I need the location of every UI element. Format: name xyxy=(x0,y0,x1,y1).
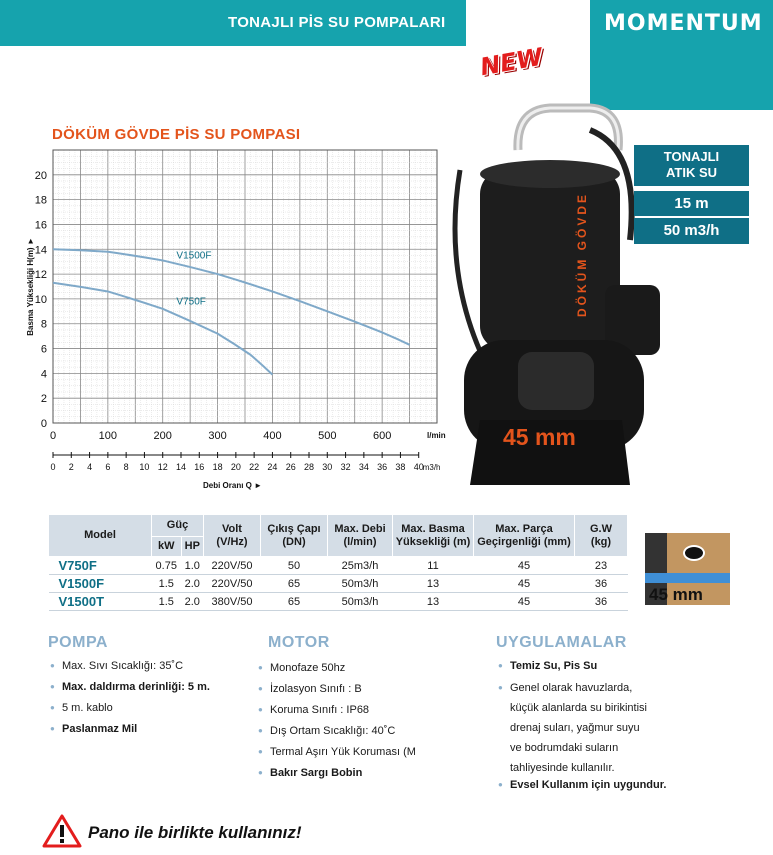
cell-particle: 45 xyxy=(474,575,575,593)
th-outlet-l1: Çıkış Çapı xyxy=(267,522,321,535)
hole-particle xyxy=(683,545,705,561)
cell-kw: 1.5 xyxy=(152,593,182,611)
cell-head: 11 xyxy=(393,557,474,575)
x-tick-bottom-label: 30 xyxy=(322,462,333,472)
hole-water xyxy=(645,573,730,583)
cell-model: V1500T xyxy=(49,593,152,611)
th-outlet xyxy=(261,515,328,557)
x-tick-bottom-label: 4 xyxy=(87,462,93,472)
uygulama-line-4: ve bodrumdaki suların xyxy=(510,742,619,754)
x-axis-label: Debi Oranı Q ► xyxy=(203,481,263,490)
list-item: ● Termal Aşırı Yük Koruması (M xyxy=(258,745,416,766)
th-head-l2: Yüksekliği (m) xyxy=(395,535,471,548)
uygulamalar-list xyxy=(498,659,666,799)
th-volt xyxy=(204,515,261,557)
y-tick-label: 16 xyxy=(34,219,47,232)
pump-top xyxy=(480,160,620,188)
x-tick-bottom-label: 32 xyxy=(340,462,351,472)
x-tick-bottom-label: 24 xyxy=(267,462,278,472)
cell-outlet: 50 xyxy=(261,557,328,575)
cell-model: V1500F xyxy=(49,575,152,593)
th-volt-l1: Volt xyxy=(222,522,242,535)
th-flow-l2: (l/min) xyxy=(343,535,377,548)
uygulamalar-title: UYGULAMALAR xyxy=(496,634,627,651)
cell-volt: 220V/50 xyxy=(204,575,261,593)
motor-title: MOTOR xyxy=(268,634,330,651)
spec-badge-type-line1: TONAJLI xyxy=(663,149,720,164)
cell-head: 13 xyxy=(393,593,474,611)
th-gw-l2: (kg) xyxy=(590,535,612,548)
x-tick-bottom-label: 16 xyxy=(194,462,205,472)
pompa-list xyxy=(50,659,210,743)
list-item: ● Paslanmaz Mil xyxy=(50,722,210,743)
th-model: Model xyxy=(49,515,152,557)
pompa-title: POMPA xyxy=(48,634,108,651)
th-particle xyxy=(474,515,575,557)
cell-hp: 2.0 xyxy=(181,575,203,593)
cell-flow: 50m3/h xyxy=(328,575,393,593)
cell-gw: 23 xyxy=(575,557,628,575)
uygulama-item-3: ● Evsel Kullanım için uygundur. xyxy=(498,778,666,799)
x-tick-top-label: 100 xyxy=(98,430,118,442)
y-tick-label: 8 xyxy=(40,318,47,331)
x-tick-top-label: 600 xyxy=(372,430,392,442)
x-tick-top-label: 500 xyxy=(318,430,337,442)
x-tick-bottom-label: 8 xyxy=(123,462,129,472)
th-outlet-l2: (DN) xyxy=(282,535,306,548)
list-item: ● 5 m. kablo xyxy=(50,701,210,722)
pump-float-switch xyxy=(518,352,594,410)
warning-icon xyxy=(42,814,82,848)
pump-vertical-text: DÖKÜM GÖVDE xyxy=(575,192,589,318)
y-tick-label: 6 xyxy=(40,343,47,356)
x-tick-bottom-label: 2 xyxy=(68,462,74,472)
hole-size-label: 45 mm xyxy=(649,585,703,604)
table-row xyxy=(49,575,628,593)
th-particle-l2: Geçirgenliği (mm) xyxy=(477,535,571,548)
cell-head: 13 xyxy=(393,575,474,593)
series-line-v1500f xyxy=(53,249,410,345)
uygulama-line-5: tahliyesinde kullanılır. xyxy=(510,762,615,774)
cell-kw: 1.5 xyxy=(152,575,182,593)
warning-text: Pano ile birlikte kullanınız! xyxy=(88,823,302,842)
y-tick-label: 18 xyxy=(34,194,47,207)
pump-size-label: 45 mm xyxy=(503,424,576,450)
uygulama-line-3: drenaj suları, yağmur suyu xyxy=(510,722,640,734)
table-row xyxy=(49,593,628,611)
list-item: ● İzolasyon Sınıfı : B xyxy=(258,682,416,703)
x-unit-bottom: m3/h xyxy=(422,463,441,472)
cell-hp: 2.0 xyxy=(181,593,203,611)
th-volt-l2: (V/Hz) xyxy=(216,535,248,548)
motor-list xyxy=(258,661,416,787)
y-tick-label: 12 xyxy=(34,269,47,282)
spec-badge-flow: 50 m3/h xyxy=(634,218,749,244)
x-tick-bottom-label: 26 xyxy=(285,462,296,472)
list-item: ● Dış Ortam Sıcaklığı: 40˚C xyxy=(258,724,416,745)
x-tick-top-label: 0 xyxy=(49,430,57,442)
cell-model: V750F xyxy=(49,557,152,575)
cell-particle: 45 xyxy=(474,593,575,611)
th-head xyxy=(393,515,474,557)
y-tick-label: 10 xyxy=(34,293,47,306)
list-item: ● Max. daldırma derinliği: 5 m. xyxy=(50,680,210,701)
list-item: ● Koruma Sınıfı : IP68 xyxy=(258,703,416,724)
x-tick-top-label: 200 xyxy=(153,430,172,442)
y-tick-label: 2 xyxy=(40,393,47,406)
cell-flow: 50m3/h xyxy=(328,593,393,611)
x-unit-top: l/min xyxy=(427,431,446,440)
uygulama-item-2 xyxy=(498,678,666,778)
spec-badge-type xyxy=(634,145,749,186)
cell-gw: 36 xyxy=(575,575,628,593)
y-tick-label: 0 xyxy=(40,418,47,430)
x-tick-top-label: 400 xyxy=(263,430,282,442)
y-tick-label: 20 xyxy=(34,169,47,182)
th-head-l1: Max. Basma xyxy=(401,522,465,535)
cell-volt: 380V/50 xyxy=(204,593,261,611)
brand-logo: MOMENTUM xyxy=(604,11,763,36)
cell-particle: 45 xyxy=(474,557,575,575)
th-gw xyxy=(575,515,628,557)
x-tick-bottom-label: 22 xyxy=(249,462,260,472)
new-badge: NEW xyxy=(478,42,545,82)
spec-badge-type-line2: ATIK SU xyxy=(665,165,718,180)
cell-outlet: 65 xyxy=(261,575,328,593)
x-tick-bottom-label: 36 xyxy=(377,462,388,472)
x-tick-bottom-label: 20 xyxy=(230,462,241,472)
uygulama-line-1: ● Genel olarak havuzlarda, xyxy=(510,682,633,694)
x-tick-bottom-label: 12 xyxy=(157,462,168,472)
spec-badge-head: 15 m xyxy=(634,191,749,216)
cell-hp: 1.0 xyxy=(181,557,203,575)
x-tick-bottom-label: 6 xyxy=(105,462,111,472)
pump-motor-body xyxy=(480,170,620,350)
x-tick-bottom-label: 34 xyxy=(358,462,369,472)
th-flow-l1: Max. Debi xyxy=(334,522,386,535)
list-item: ● Bakır Sargı Bobin xyxy=(258,766,416,787)
th-power: Güç xyxy=(152,515,204,537)
cell-outlet: 65 xyxy=(261,593,328,611)
cell-volt: 220V/50 xyxy=(204,557,261,575)
series-label-v750f: V750F xyxy=(176,296,206,308)
cell-kw: 0.75 xyxy=(152,557,182,575)
x-tick-bottom-label: 38 xyxy=(395,462,406,472)
uygulama-item-1: ● Temiz Su, Pis Su xyxy=(498,659,666,680)
th-hp: HP xyxy=(181,537,203,557)
series-label-v1500f: V1500F xyxy=(176,250,212,262)
chart-title: DÖKÜM GÖVDE PİS SU POMPASI xyxy=(52,126,301,143)
pump-curve-chart xyxy=(0,140,470,500)
x-tick-bottom-label: 40 xyxy=(413,462,424,472)
cell-flow: 25m3/h xyxy=(328,557,393,575)
th-particle-l1: Max. Parça xyxy=(495,522,553,535)
y-tick-label: 14 xyxy=(34,244,47,257)
th-kw: kW xyxy=(152,537,182,557)
x-tick-bottom-label: 0 xyxy=(50,462,56,472)
x-tick-top-label: 300 xyxy=(208,430,227,442)
list-item: ● Monofaze 50hz xyxy=(258,661,416,682)
spec-table xyxy=(48,514,628,611)
x-tick-bottom-label: 14 xyxy=(175,462,187,472)
th-gw-l1: G.W xyxy=(590,522,612,535)
table-row xyxy=(49,557,628,575)
x-tick-bottom-label: 10 xyxy=(139,462,150,472)
list-item: ● Max. Sıvı Sıcaklığı: 35˚C xyxy=(50,659,210,680)
banner-title: TONAJLI PİS SU POMPALARI xyxy=(228,14,446,31)
th-flow xyxy=(328,515,393,557)
x-tick-bottom-label: 18 xyxy=(212,462,223,472)
y-axis-label: Basma Yüksekliği H(m) ► xyxy=(26,237,35,336)
x-tick-bottom-label: 28 xyxy=(303,462,315,472)
y-tick-label: 4 xyxy=(40,368,47,381)
uygulama-line-2: küçük alanlarda su birikintisi xyxy=(510,702,647,714)
cell-gw: 36 xyxy=(575,593,628,611)
